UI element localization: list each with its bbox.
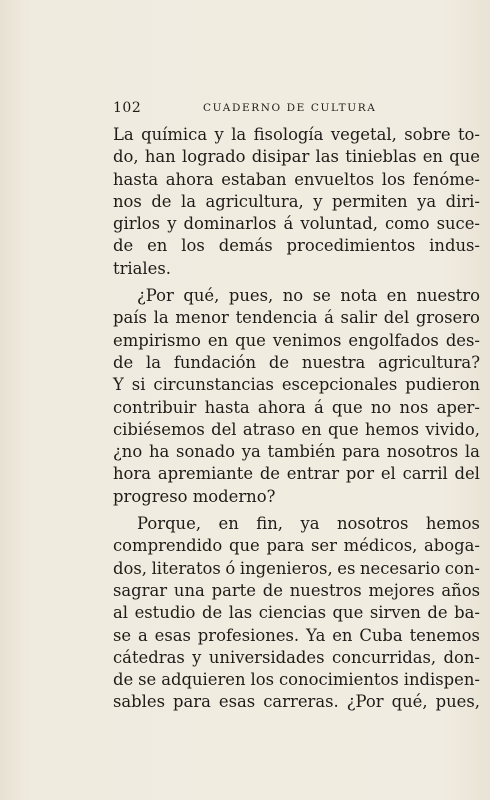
text-line: do, han logrado disipar las tinieblas en que xyxy=(113,147,480,167)
text-line: girlos y dominarlos á voluntad, como suce- xyxy=(113,214,480,234)
text-line: de en los demás procedimientos indus- xyxy=(113,236,480,256)
text-line: nos de la agricultura, y permiten ya diri- xyxy=(113,191,480,211)
text-line: triales. xyxy=(113,258,171,278)
paragraph xyxy=(113,513,480,714)
paragraph xyxy=(113,124,480,280)
text-line: sables para esas carreras. ¿Por qué, pues, xyxy=(113,692,480,712)
text-line: sagrar una parte de nuestros mejores años xyxy=(113,580,480,600)
text-line: La química y la fisología vegetal, sobre to- xyxy=(113,125,480,144)
running-header xyxy=(113,100,390,120)
body-text xyxy=(113,124,480,714)
text-line: de se adquieren los conocimientos indispen- xyxy=(113,670,480,690)
text-line: ¿no ha sonado ya también para nosotros la xyxy=(113,442,480,462)
text-line: contribuir hasta ahora á que no nos aper- xyxy=(113,397,480,417)
text-line: dos, literatos ó ingenieros, es necesario con- xyxy=(113,558,480,578)
text-line: cátedras y universidades concurridas, don- xyxy=(113,647,480,667)
text-line: ¿Por qué, pues, no se nota en nuestro xyxy=(137,286,480,306)
text-line: empirismo en que venimos engolfados des- xyxy=(113,330,480,350)
text-line: hora apremiante de entrar por el carril del xyxy=(113,464,480,484)
text-line: cibiésemos del atraso en que hemos vivido, xyxy=(113,419,480,439)
page-number: 102 xyxy=(113,100,142,116)
text-line: de la fundación de nuestra agricultura? xyxy=(113,352,480,372)
paragraph xyxy=(113,285,480,508)
text-line: Y si circunstancias escepcionales pudieron xyxy=(113,375,480,395)
running-title: CUADERNO DE CULTURA xyxy=(203,102,377,114)
text-line: se a esas profesiones. Ya en Cuba tenemos xyxy=(113,625,480,645)
text-line: comprendido que para ser médicos, aboga- xyxy=(113,536,480,556)
text-line: Porque, en fin, ya nosotros hemos xyxy=(137,514,480,534)
text-line: al estudio de las ciencias que sirven de ba- xyxy=(113,603,480,623)
text-line: país la menor tendencia á salir del grosero xyxy=(113,308,480,328)
text-line: progreso moderno? xyxy=(113,486,276,506)
text-line: hasta ahora estaban envueltos los fenóme- xyxy=(113,169,480,189)
